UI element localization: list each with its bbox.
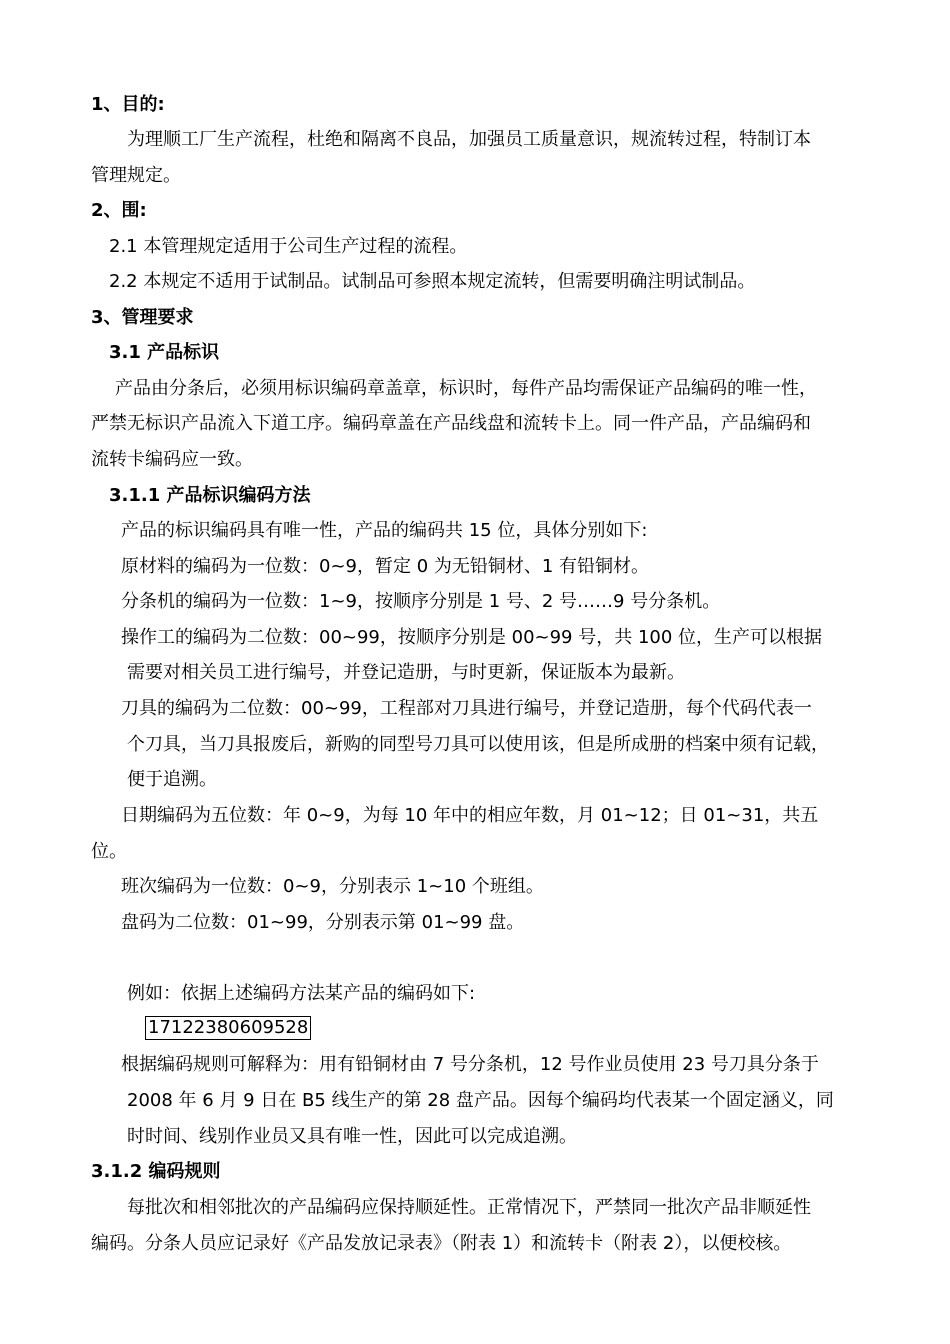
section-2-item-2: 2.2 本规定不适用于试制品。试制品可参照本规定流转，但需要明确注明试制品。 (109, 271, 756, 292)
code-method-line: 产品的标识编码具有唯一性，产品的编码共 15 位，具体分别如下: (121, 520, 648, 541)
coding-rules-line-2: 编码。分条人员应记录好《产品发放记录表》（附表 1）和流转卡（附表 2），以便校核。 (91, 1233, 792, 1254)
section-1-paragraph-line-2: 管理规定。 (91, 165, 181, 186)
section-3-1-line-1: 产品由分条后，必须用标识编码章盖章，标识时，每件产品均需保证产品编码的唯一性， (115, 378, 817, 399)
example-explanation-line-1: 根据编码规则可解释为：用有铅铜材由 7 号分条机，12 号作业员使用 23 号刀具分条于 (121, 1054, 819, 1075)
code-method-line: 位。 (91, 841, 127, 862)
code-method-line: 需要对相关员工进行编号，并登记造册，与时更新，保证版本为最新。 (127, 662, 685, 683)
section-3-1-2-heading: 3.1.2 编码规则 (91, 1161, 221, 1182)
example-label: 例如：依据上述编码方法某产品的编码如下: (127, 983, 476, 1004)
section-1-paragraph-line-1: 为理顺工厂生产流程，杜绝和隔离不良品，加强员工质量意识，规流转过程，特制订本 (127, 129, 811, 150)
section-3-1-line-2: 严禁无标识产品流入下道工序。编码章盖在产品线盘和流转卡上。同一件产品，产品编码和 (91, 413, 811, 434)
section-3-1-heading: 3.1 产品标识 (109, 342, 220, 363)
code-method-line: 分条机的编码为一位数：1~9，按顺序分别是 1 号、2 号……9 号分条机。 (121, 591, 721, 612)
code-method-line: 原材料的编码为一位数：0~9，暂定 0 为无铅铜材、1 有铅铜材。 (121, 556, 650, 577)
code-method-line: 盘码为二位数：01~99，分别表示第 01~99 盘。 (121, 912, 525, 933)
example-explanation-line-3: 时时间、线别作业员又具有唯一性，因此可以完成追溯。 (127, 1126, 577, 1147)
code-method-line: 便于追溯。 (127, 769, 217, 790)
section-1-heading: 1、目的: (91, 94, 165, 115)
code-method-line: 日期编码为五位数：年 0~9，为每 10 年中的相应年数，月 01~12；日 01~31，共五 (121, 805, 819, 826)
section-3-1-1-heading: 3.1.1 产品标识编码方法 (109, 485, 311, 506)
example-explanation-line-2: 2008 年 6 月 9 日在 B5 线生产的第 28 盘产品。因每个编码均代表某一个固定涵义，同 (127, 1090, 834, 1111)
code-method-line: 个刀具，当刀具报废后，新购的同型号刀具可以使用该，但是所成册的档案中须有记载， (127, 734, 829, 755)
section-2-heading: 2、围: (91, 200, 147, 221)
section-3-heading: 3、管理要求 (91, 307, 194, 328)
section-2-item-1: 2.1 本管理规定适用于公司生产过程的流程。 (109, 236, 468, 257)
code-method-line: 刀具的编码为二位数：00~99，工程部对刀具进行编号，并登记造册，每个代码代表一 (121, 698, 812, 719)
coding-rules-line-1: 每批次和相邻批次的产品编码应保持顺延性。正常情况下，严禁同一批次产品非顺延性 (127, 1197, 811, 1218)
section-3-1-line-3: 流转卡编码应一致。 (91, 449, 253, 470)
example-code-box (145, 1016, 311, 1040)
code-method-line: 班次编码为一位数：0~9，分别表示 1~10 个班组。 (121, 876, 544, 897)
code-method-line: 操作工的编码为二位数：00~99，按顺序分别是 00~99 号，共 100 位，生产可以根据 (121, 627, 823, 648)
example-code: 17122380609528 (145, 1016, 311, 1040)
